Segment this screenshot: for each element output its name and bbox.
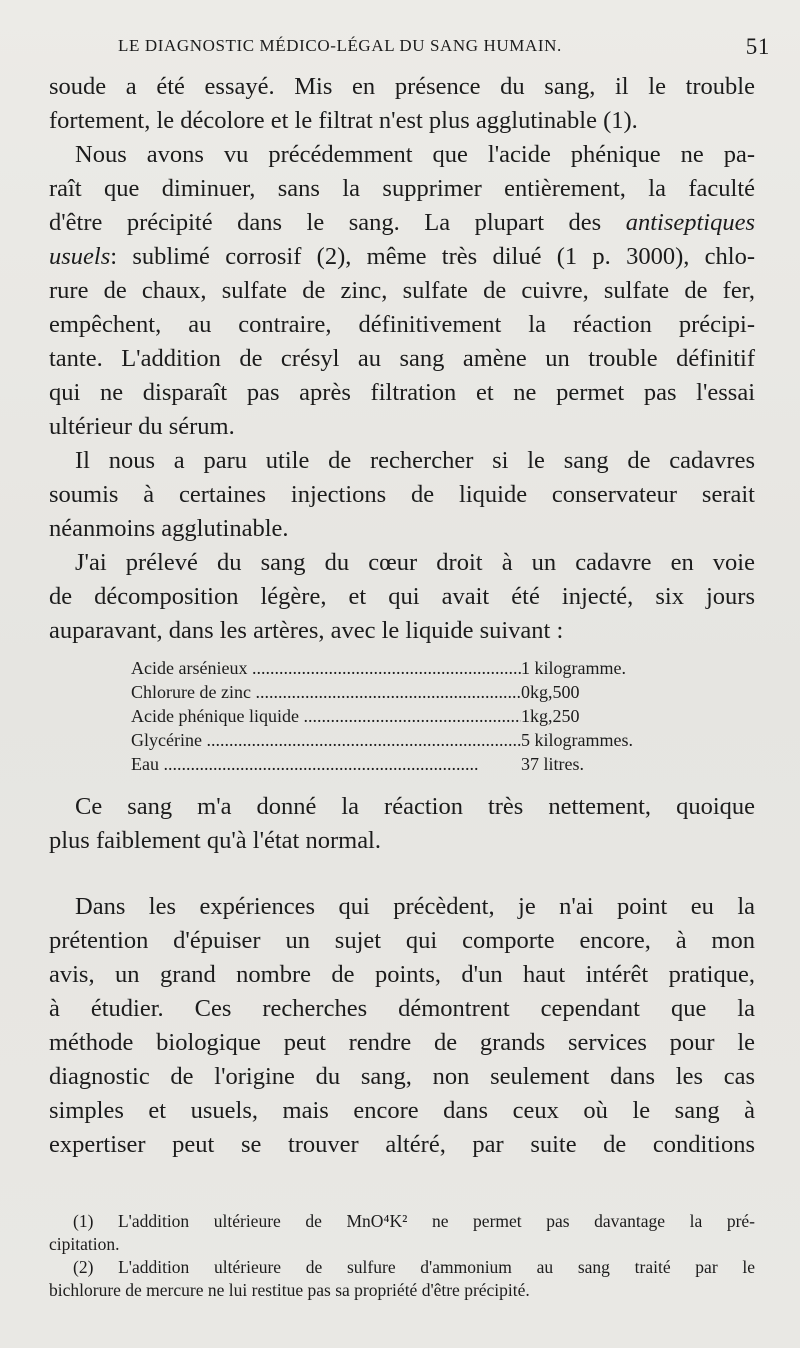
footnote-line: bichlorure de mercure ne lui restitue pas sa propriété d'être précipité. [49, 1280, 530, 1300]
text-line: ultérieur du sérum. [49, 413, 235, 440]
ingredient-name: Eau ..... [131, 752, 521, 776]
paragraph-4 [49, 546, 755, 648]
italic-term: usuels [49, 243, 111, 270]
ingredient-name: Glycérine ..... [131, 728, 521, 752]
text-line: raît que diminuer, sans la supprimer entièrement, la faculté [49, 175, 755, 202]
text-line: fortement, le décolore et le filtrat n'est plus agglutinable (1). [49, 107, 638, 134]
table-row [131, 704, 691, 728]
text-line: auparavant, dans les artères, avec le liquide suivant : [49, 617, 564, 644]
text-line: tante. L'addition de crésyl au sang amène un trouble définitif [49, 345, 755, 372]
footnote-line: cipitation. [49, 1234, 120, 1254]
italic-term: antiseptiques [625, 209, 755, 236]
footnote-line: (2) L'addition ultérieure de sulfure d'ammonium au sang traité par le [73, 1257, 755, 1277]
text-line: soumis à certaines injections de liquide conservateur serait [49, 481, 755, 508]
ingredient-name: Acide phénique liquide ..... [131, 704, 521, 728]
table-row [131, 728, 691, 752]
text-line: rure de chaux, sulfate de zinc, sulfate de cuivre, sulfate de fer, [49, 277, 755, 304]
text-fragment: d'être précipité dans le sang. La plupart des [49, 209, 602, 236]
header-title: LE DIAGNOSTIC MÉDICO-LÉGAL DU SANG HUMAIN. [118, 36, 562, 55]
table-row [131, 752, 691, 776]
text-fragment: : sublimé corrosif (2), même très dilué (1 p. 3000), chlo- [110, 243, 755, 270]
table-row [131, 656, 691, 680]
text-line: méthode biologique peut rendre de grands services pour le [49, 1029, 755, 1056]
paragraph-2 [49, 138, 755, 444]
ingredient-quantity: 37 litres. [521, 754, 584, 774]
text-line: Ce sang m'a donné la réaction très nettement, quoique [75, 793, 755, 820]
text-line: prétention d'épuiser un sujet qui comporte encore, à mon [49, 927, 755, 954]
footnotes [49, 1210, 755, 1302]
ingredient-quantity: 1kg,250 [521, 706, 580, 726]
table-row [131, 680, 691, 704]
paragraph-1 [49, 70, 755, 138]
text-line: Dans les expériences qui précèdent, je n'ai point eu la [75, 893, 755, 920]
text-line: Il nous a paru utile de rechercher si le sang de cadavres [75, 447, 755, 474]
section-break [49, 858, 755, 890]
text-line [49, 240, 755, 274]
text-line: soude a été essayé. Mis en présence du sang, il le trouble [49, 73, 755, 100]
text-line: à étudier. Ces recherches démontrent cependant que la [49, 995, 755, 1022]
ingredient-quantity: 1 kilogramme. [521, 658, 626, 678]
paragraph-6 [49, 890, 755, 1162]
page-number: 51 [745, 34, 770, 59]
ingredient-name: Acide arsénieux ..... [131, 656, 521, 680]
text-line: plus faiblement qu'à l'état normal. [49, 827, 381, 854]
text-line: empêchent, au contraire, définitivement la réaction précipi- [49, 311, 755, 338]
text-line: qui ne disparaît pas après filtration et ne permet pas l'essai [49, 379, 755, 406]
text-line: expertiser peut se trouver altéré, par suite de conditions [49, 1131, 755, 1158]
paragraph-5 [49, 790, 755, 858]
text-line: J'ai prélevé du sang du cœur droit à un cadavre en voie [75, 549, 755, 576]
body-text [49, 70, 755, 1162]
text-line: Nous avons vu précédemment que l'acide phénique ne pa- [75, 141, 755, 168]
ingredient-name: Chlorure de zinc ..... [131, 680, 521, 704]
ingredient-quantity: 5 kilogrammes. [521, 730, 633, 750]
text-line: néanmoins agglutinable. [49, 515, 289, 542]
ingredient-quantity: 0kg,500 [521, 682, 580, 702]
footnote-line: (1) L'addition ultérieure de MnO⁴K² ne permet pas davantage la pré- [73, 1211, 755, 1231]
text-line: simples et usuels, mais encore dans ceux où le sang à [49, 1097, 755, 1124]
spacer [49, 776, 755, 790]
text-line: diagnostic de l'origine du sang, non seulement dans les cas [49, 1063, 755, 1090]
paragraph-3 [49, 444, 755, 546]
text-line [49, 206, 755, 240]
text-line: de décomposition légère, et qui avait été injecté, six jours [49, 583, 755, 610]
text-line: avis, un grand nombre de points, d'un haut intérêt pratique, [49, 961, 755, 988]
ingredient-table [131, 656, 691, 776]
